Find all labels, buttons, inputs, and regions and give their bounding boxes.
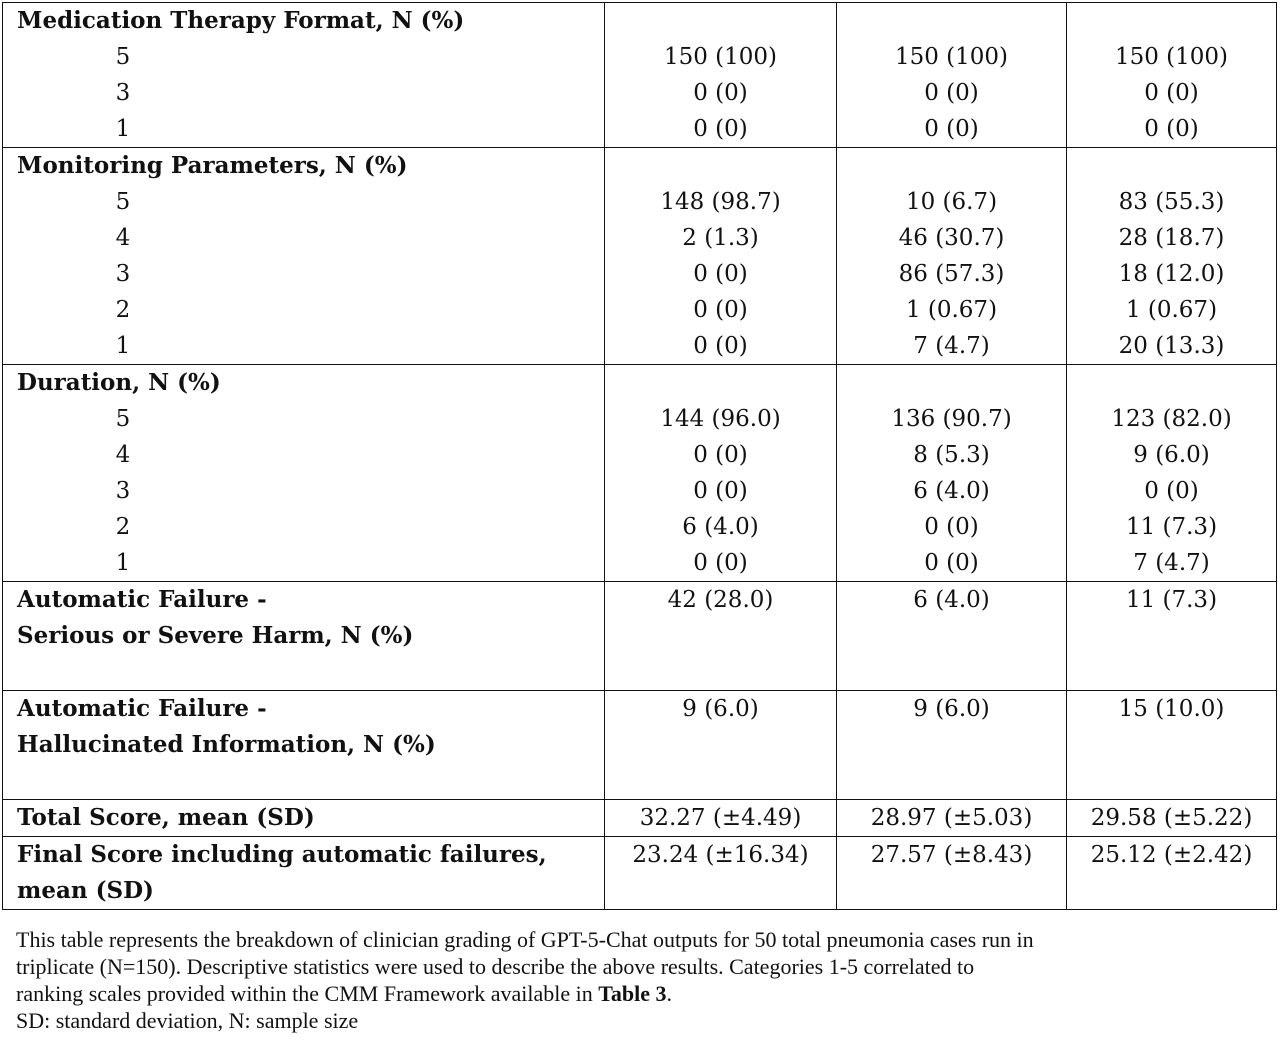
count-value: 0 (0) (693, 442, 748, 468)
automatic-failure-hallucination-label-line-2: Hallucinated Information, N (%) (17, 731, 436, 758)
count-value: 2 (1.3) (682, 225, 759, 251)
count-value: 0 (0) (693, 478, 748, 504)
automatic-failure-hallucination-value: 15 (10.0) (1118, 696, 1225, 722)
count-value: 0 (0) (693, 116, 748, 142)
total-score-label: Total Score, mean (SD) (17, 804, 315, 831)
results-table (2, 2, 1277, 910)
count-value: 136 (90.7) (891, 406, 1012, 432)
automatic-failure-harm-value: 11 (7.3) (1125, 587, 1218, 613)
spacer-line (837, 365, 1066, 401)
total-score-label-cell (3, 800, 605, 837)
score-level: 5 (115, 44, 131, 70)
results-table-container (2, 2, 1276, 910)
automatic-failure-hallucination-label-line-1: Automatic Failure - (17, 695, 267, 722)
score-level: 1 (115, 550, 131, 576)
value-cell-col-3 (1067, 148, 1277, 365)
final-score-row (3, 837, 1277, 910)
total-score-value: 28.97 (±5.03) (870, 805, 1033, 831)
automatic-failure-hallucination-value: 9 (6.0) (913, 696, 990, 722)
section-group (3, 365, 1277, 582)
count-value: 150 (100) (663, 44, 778, 70)
automatic-failure-harm-label-cell (3, 582, 605, 691)
spacer-line (837, 3, 1066, 39)
value-cell-col-1 (605, 148, 837, 365)
value-cell-col-2 (837, 3, 1067, 148)
automatic-failure-hallucination-value: 9 (6.0) (682, 696, 759, 722)
automatic-failure-harm-row (3, 582, 1277, 691)
table-reference: Table 3 (598, 981, 667, 1006)
count-value: 18 (12.0) (1118, 261, 1225, 287)
score-level: 4 (115, 442, 131, 468)
count-value: 7 (4.7) (1133, 550, 1210, 576)
section-label-cell (3, 148, 605, 365)
count-value: 144 (96.0) (660, 406, 781, 432)
final-score-label-line-2: mean (SD) (17, 877, 154, 904)
count-value: 150 (100) (894, 44, 1009, 70)
final-score-value-cell-col-2 (837, 837, 1067, 910)
count-value: 83 (55.3) (1118, 189, 1225, 215)
count-value: 10 (6.7) (905, 189, 998, 215)
section-title: Duration, N (%) (17, 369, 221, 396)
count-value: 0 (0) (924, 80, 979, 106)
count-value: 0 (0) (693, 261, 748, 287)
section-group (3, 3, 1277, 148)
score-level: 5 (115, 189, 131, 215)
spacer-line (605, 148, 836, 184)
score-level: 5 (115, 406, 131, 432)
automatic-failure-harm-value-cell-col-1 (605, 582, 837, 691)
count-value: 148 (98.7) (660, 189, 781, 215)
score-level: 2 (115, 297, 131, 323)
value-cell-col-1 (605, 365, 837, 582)
count-value: 7 (4.7) (913, 333, 990, 359)
count-value: 86 (57.3) (898, 261, 1005, 287)
total-score-row (3, 800, 1277, 837)
final-score-label-line-1: Final Score including automatic failures, (17, 841, 547, 868)
score-level: 2 (115, 514, 131, 540)
count-value: 0 (0) (1144, 478, 1199, 504)
caption-line-3-text: ranking scales provided within the CMM Framework available in (16, 981, 599, 1006)
count-value: 0 (0) (693, 333, 748, 359)
spacer-line (1067, 3, 1276, 39)
count-value: 0 (0) (1144, 80, 1199, 106)
spacer-line (1067, 148, 1276, 184)
count-value: 6 (4.0) (913, 478, 990, 504)
automatic-failure-harm-value-cell-col-3 (1067, 582, 1277, 691)
total-score-value-cell-col-3 (1067, 800, 1277, 837)
automatic-failure-harm-label-line-2: Serious or Severe Harm, N (%) (17, 622, 414, 649)
count-value: 0 (0) (693, 550, 748, 576)
final-score-value-cell-col-1 (605, 837, 837, 910)
automatic-failure-hallucination-label-cell (3, 691, 605, 800)
count-value: 0 (0) (924, 116, 979, 142)
section-label-cell (3, 3, 605, 148)
count-value: 1 (0.67) (905, 297, 998, 323)
count-value: 8 (5.3) (913, 442, 990, 468)
count-value: 11 (7.3) (1125, 514, 1218, 540)
final-score-value-cell-col-3 (1067, 837, 1277, 910)
count-value: 0 (0) (924, 550, 979, 576)
section-label-cell (3, 365, 605, 582)
spacer-line (605, 365, 836, 401)
score-level: 3 (115, 261, 131, 287)
count-value: 6 (4.0) (682, 514, 759, 540)
automatic-failure-hallucination-row (3, 691, 1277, 800)
count-value: 0 (0) (1144, 116, 1199, 142)
count-value: 0 (0) (924, 514, 979, 540)
count-value: 123 (82.0) (1111, 406, 1232, 432)
score-level: 3 (115, 478, 131, 504)
spacer-line (837, 148, 1066, 184)
score-level: 1 (115, 333, 131, 359)
count-value: 28 (18.7) (1118, 225, 1225, 251)
total-score-value-cell-col-1 (605, 800, 837, 837)
score-level: 3 (115, 80, 131, 106)
value-cell-col-2 (837, 365, 1067, 582)
count-value: 20 (13.3) (1118, 333, 1225, 359)
section-title: Medication Therapy Format, N (%) (17, 7, 465, 34)
table-caption (16, 926, 1278, 1034)
count-value: 0 (0) (693, 80, 748, 106)
score-level: 4 (115, 225, 131, 251)
caption-line-3-end: . (666, 981, 673, 1006)
total-score-value-cell-col-2 (837, 800, 1067, 837)
total-score-value: 32.27 (±4.49) (639, 805, 802, 831)
automatic-failure-hallucination-value-cell-col-1 (605, 691, 837, 800)
score-level: 1 (115, 116, 131, 142)
caption-line-3 (16, 980, 1278, 1007)
final-score-value: 23.24 (±16.34) (632, 842, 809, 868)
automatic-failure-harm-value: 42 (28.0) (667, 587, 774, 613)
automatic-failure-hallucination-value-cell-col-2 (837, 691, 1067, 800)
count-value: 46 (30.7) (898, 225, 1005, 251)
automatic-failure-harm-label-line-1: Automatic Failure - (17, 586, 267, 613)
caption-line-4: SD: standard deviation, N: sample size (16, 1008, 359, 1033)
value-cell-col-2 (837, 148, 1067, 365)
caption-line-1: This table represents the breakdown of clinician grading of GPT-5-Chat outputs for 50 total pneumonia cases run in (16, 927, 1034, 952)
automatic-failure-hallucination-value-cell-col-3 (1067, 691, 1277, 800)
spacer-line (1067, 365, 1276, 401)
section-group (3, 148, 1277, 365)
final-score-value: 27.57 (±8.43) (870, 842, 1033, 868)
final-score-value: 25.12 (±2.42) (1090, 842, 1253, 868)
automatic-failure-harm-value-cell-col-2 (837, 582, 1067, 691)
section-title: Monitoring Parameters, N (%) (17, 152, 408, 179)
total-score-value: 29.58 (±5.22) (1090, 805, 1253, 831)
count-value: 150 (100) (1114, 44, 1229, 70)
count-value: 9 (6.0) (1133, 442, 1210, 468)
count-value: 1 (0.67) (1125, 297, 1218, 323)
value-cell-col-3 (1067, 3, 1277, 148)
final-score-label-cell (3, 837, 605, 910)
value-cell-col-3 (1067, 365, 1277, 582)
automatic-failure-harm-value: 6 (4.0) (913, 587, 990, 613)
spacer-line (605, 3, 836, 39)
value-cell-col-1 (605, 3, 837, 148)
count-value: 0 (0) (693, 297, 748, 323)
caption-line-2: triplicate (N=150). Descriptive statistics were used to describe the above results. Categories 1-5 correlated to (16, 954, 975, 979)
